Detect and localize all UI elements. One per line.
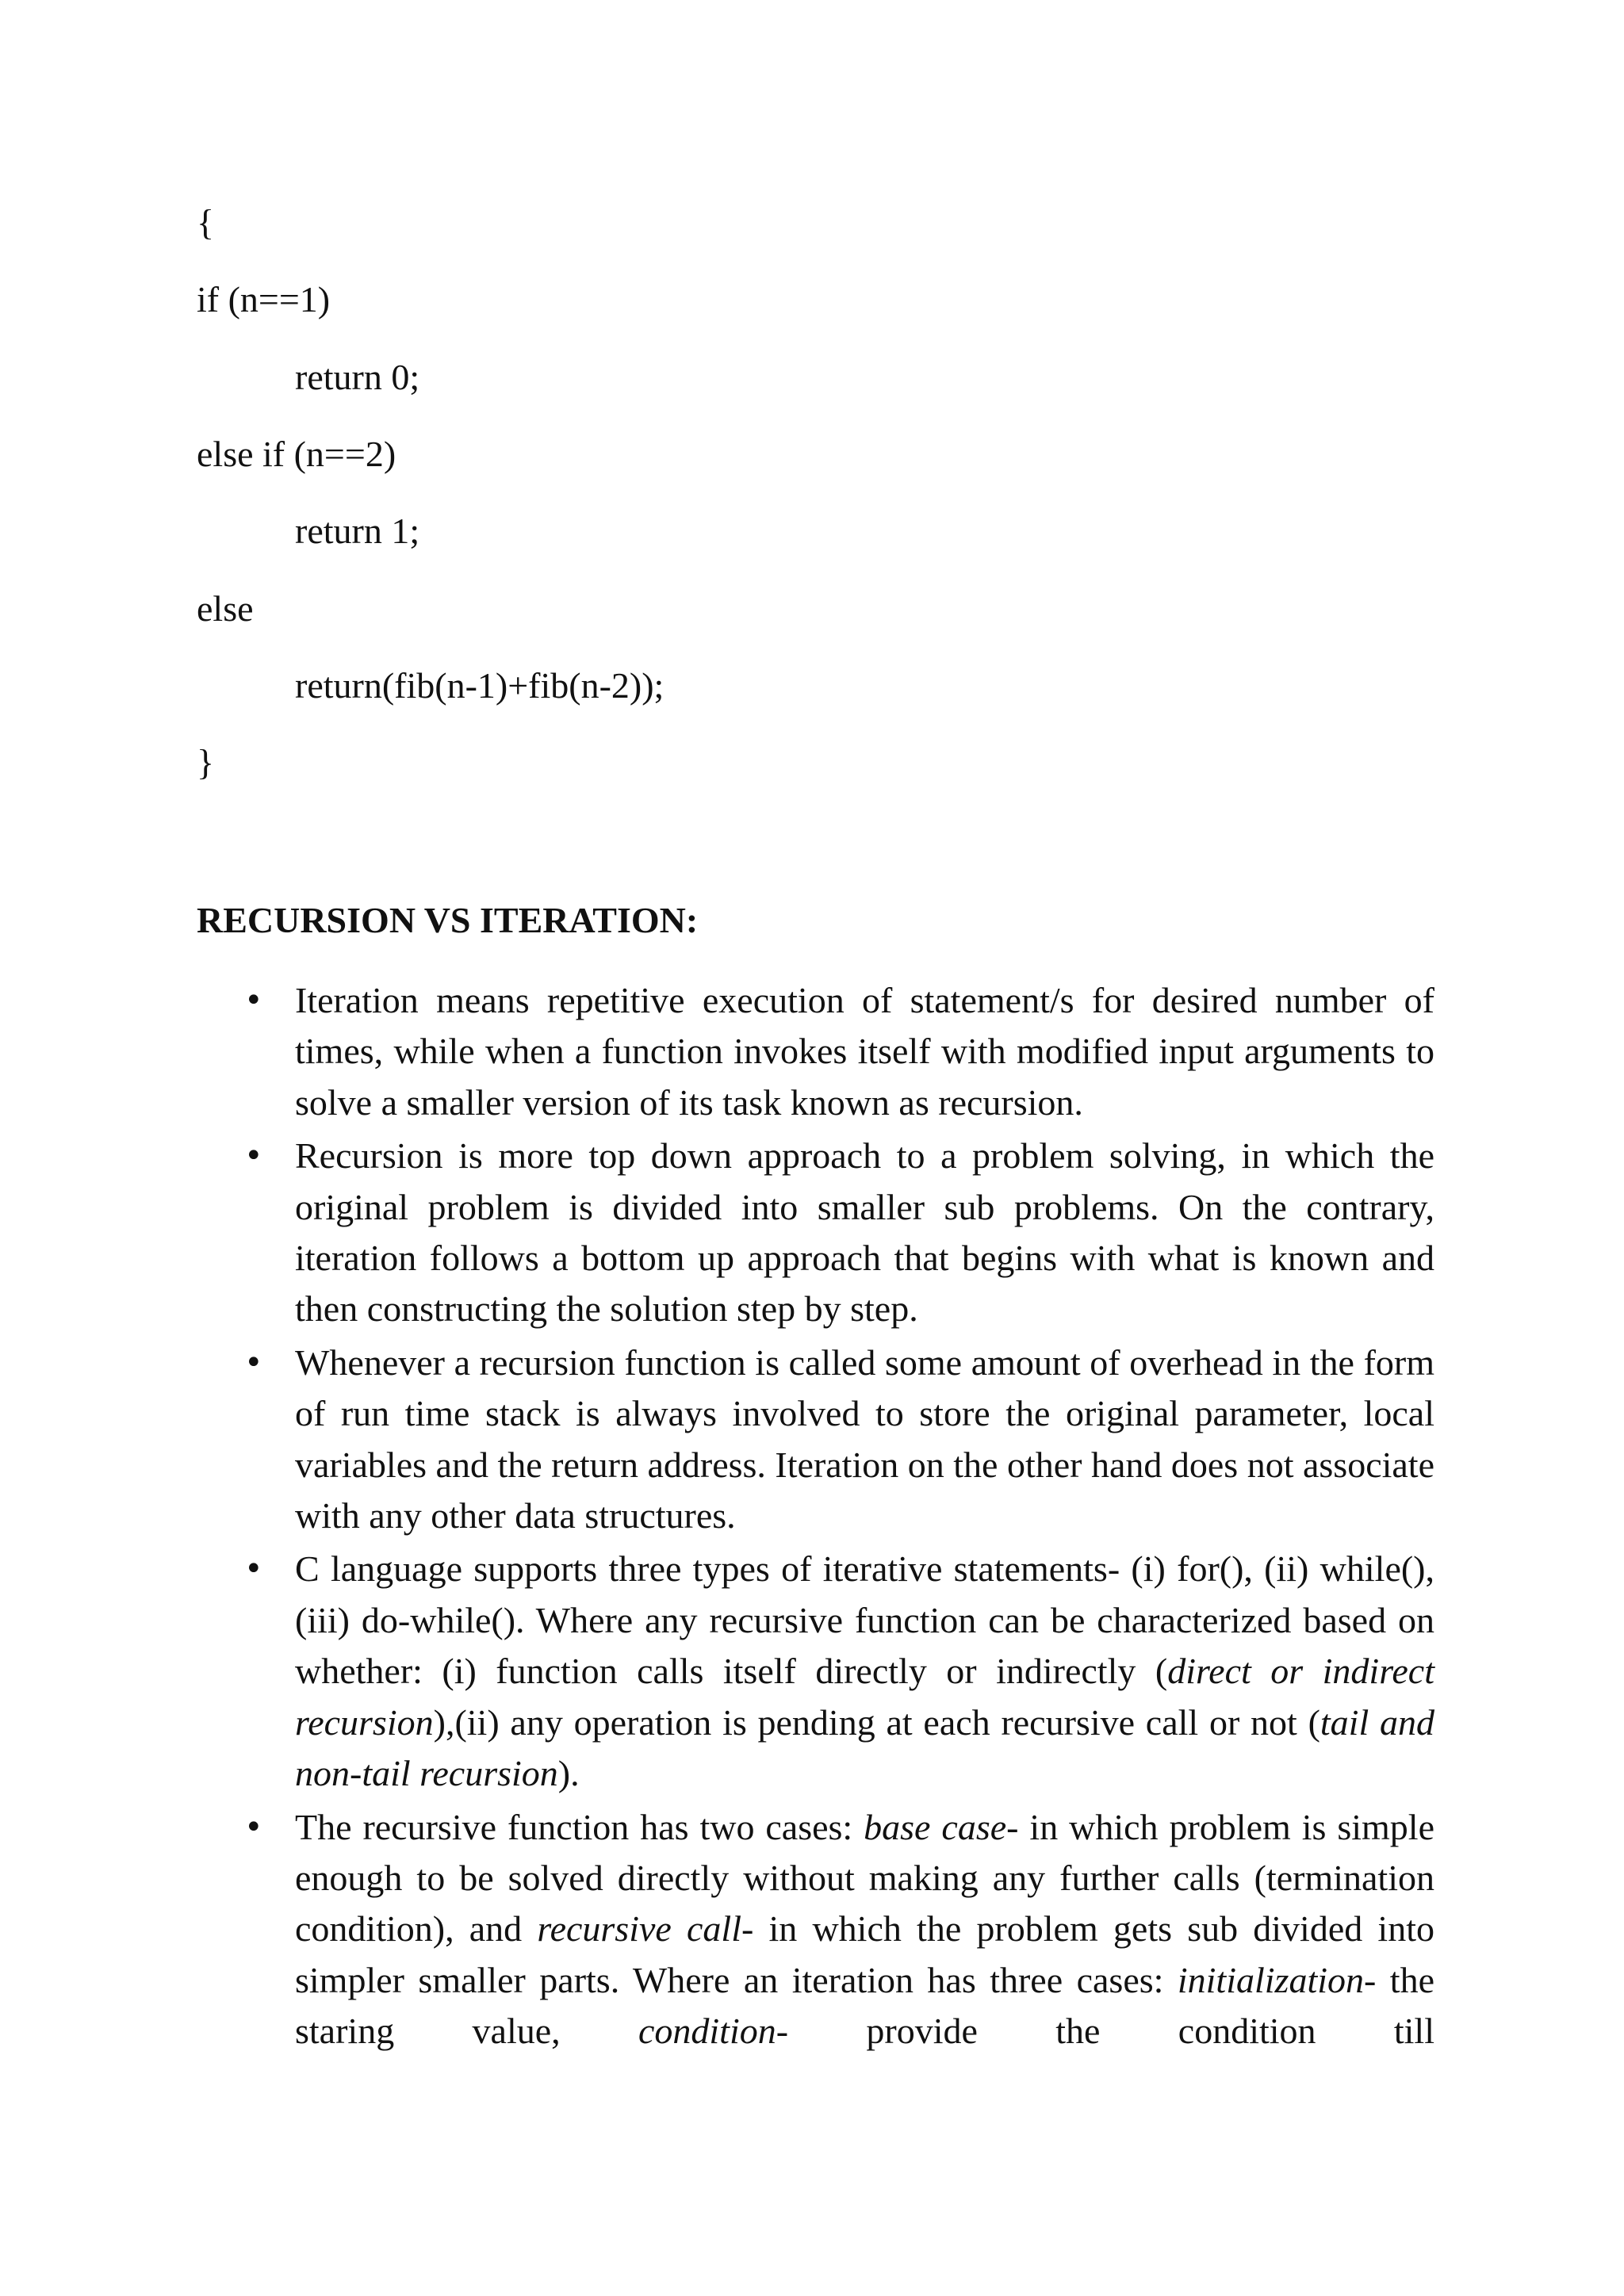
list-item xyxy=(295,1802,1434,2057)
bullet-text: - provide the condition till xyxy=(776,2011,1434,2052)
code-return-one: return 1; xyxy=(295,511,420,551)
bullet-text: Iteration means repetitive execution of statement/s for desired number of times, while when a function invokes itself with modified input arguments to solve a smaller version of its task known as recursion. xyxy=(295,980,1434,1123)
list-item xyxy=(295,1544,1434,1799)
bullet-text: ). xyxy=(557,1753,580,1794)
bullet-text: ),(ii) any operation is pending at each recursive call or not ( xyxy=(433,1701,1320,1743)
list-item xyxy=(295,1131,1434,1335)
bullet-text: Recursion is more top down approach to a problem solving, in which the original problem is divided into smaller sub problems. On the contrary, iteration follows a bottom up approach that begins with what is known and then constructing the solution step by step. xyxy=(295,1135,1434,1330)
italic-term: direct or indirect recursion xyxy=(295,1651,1435,1743)
italic-term: initialization xyxy=(1177,1959,1365,2000)
code-open-brace: { xyxy=(197,202,215,243)
bullet-text: - in which problem is simple enough to be solved directly without making any further calls (termination condition), and xyxy=(295,1806,1434,1950)
bullet-text: - the staring value, xyxy=(295,1959,1434,2052)
code-close-brace: } xyxy=(197,742,215,783)
italic-term: base case xyxy=(864,1806,1007,1847)
italic-term: recursive call xyxy=(537,1908,741,1950)
section-heading: RECURSION VS ITERATION: xyxy=(197,900,699,940)
code-else-line: else xyxy=(197,588,254,629)
comparison-list xyxy=(295,975,1434,2060)
bullet-text: - in which the problem gets sub divided into simpler smaller parts. Where an iteration has three cases: xyxy=(295,1908,1434,2000)
list-item xyxy=(295,1337,1434,1542)
italic-term: tail and non-tail recursion xyxy=(295,1701,1434,1794)
bullet-text: The recursive function has two cases: xyxy=(295,1806,864,1847)
bullet-text: Whenever a recursion function is called some amount of overhead in the form of run time stack is always involved to store the original parameter, local variables and the return address. Iteration on the other hand does not associate with any other data structures. xyxy=(295,1341,1435,1536)
code-if-line: if (n==1) xyxy=(197,279,331,320)
code-else-if-line: else if (n==2) xyxy=(197,434,396,474)
list-item xyxy=(295,975,1434,1128)
code-return-fib: return(fib(n-1)+fib(n-2)); xyxy=(295,665,665,706)
bullet-text: C language supports three types of iterative statements- (i) for(), (ii) while(), (iii) do-while(). Where any recursive function can be characterized based on whether: (i) function calls itself directly or indirectly ( xyxy=(295,1548,1434,1692)
code-return-zero: return 0; xyxy=(295,357,420,397)
italic-term: condition xyxy=(638,2011,776,2052)
